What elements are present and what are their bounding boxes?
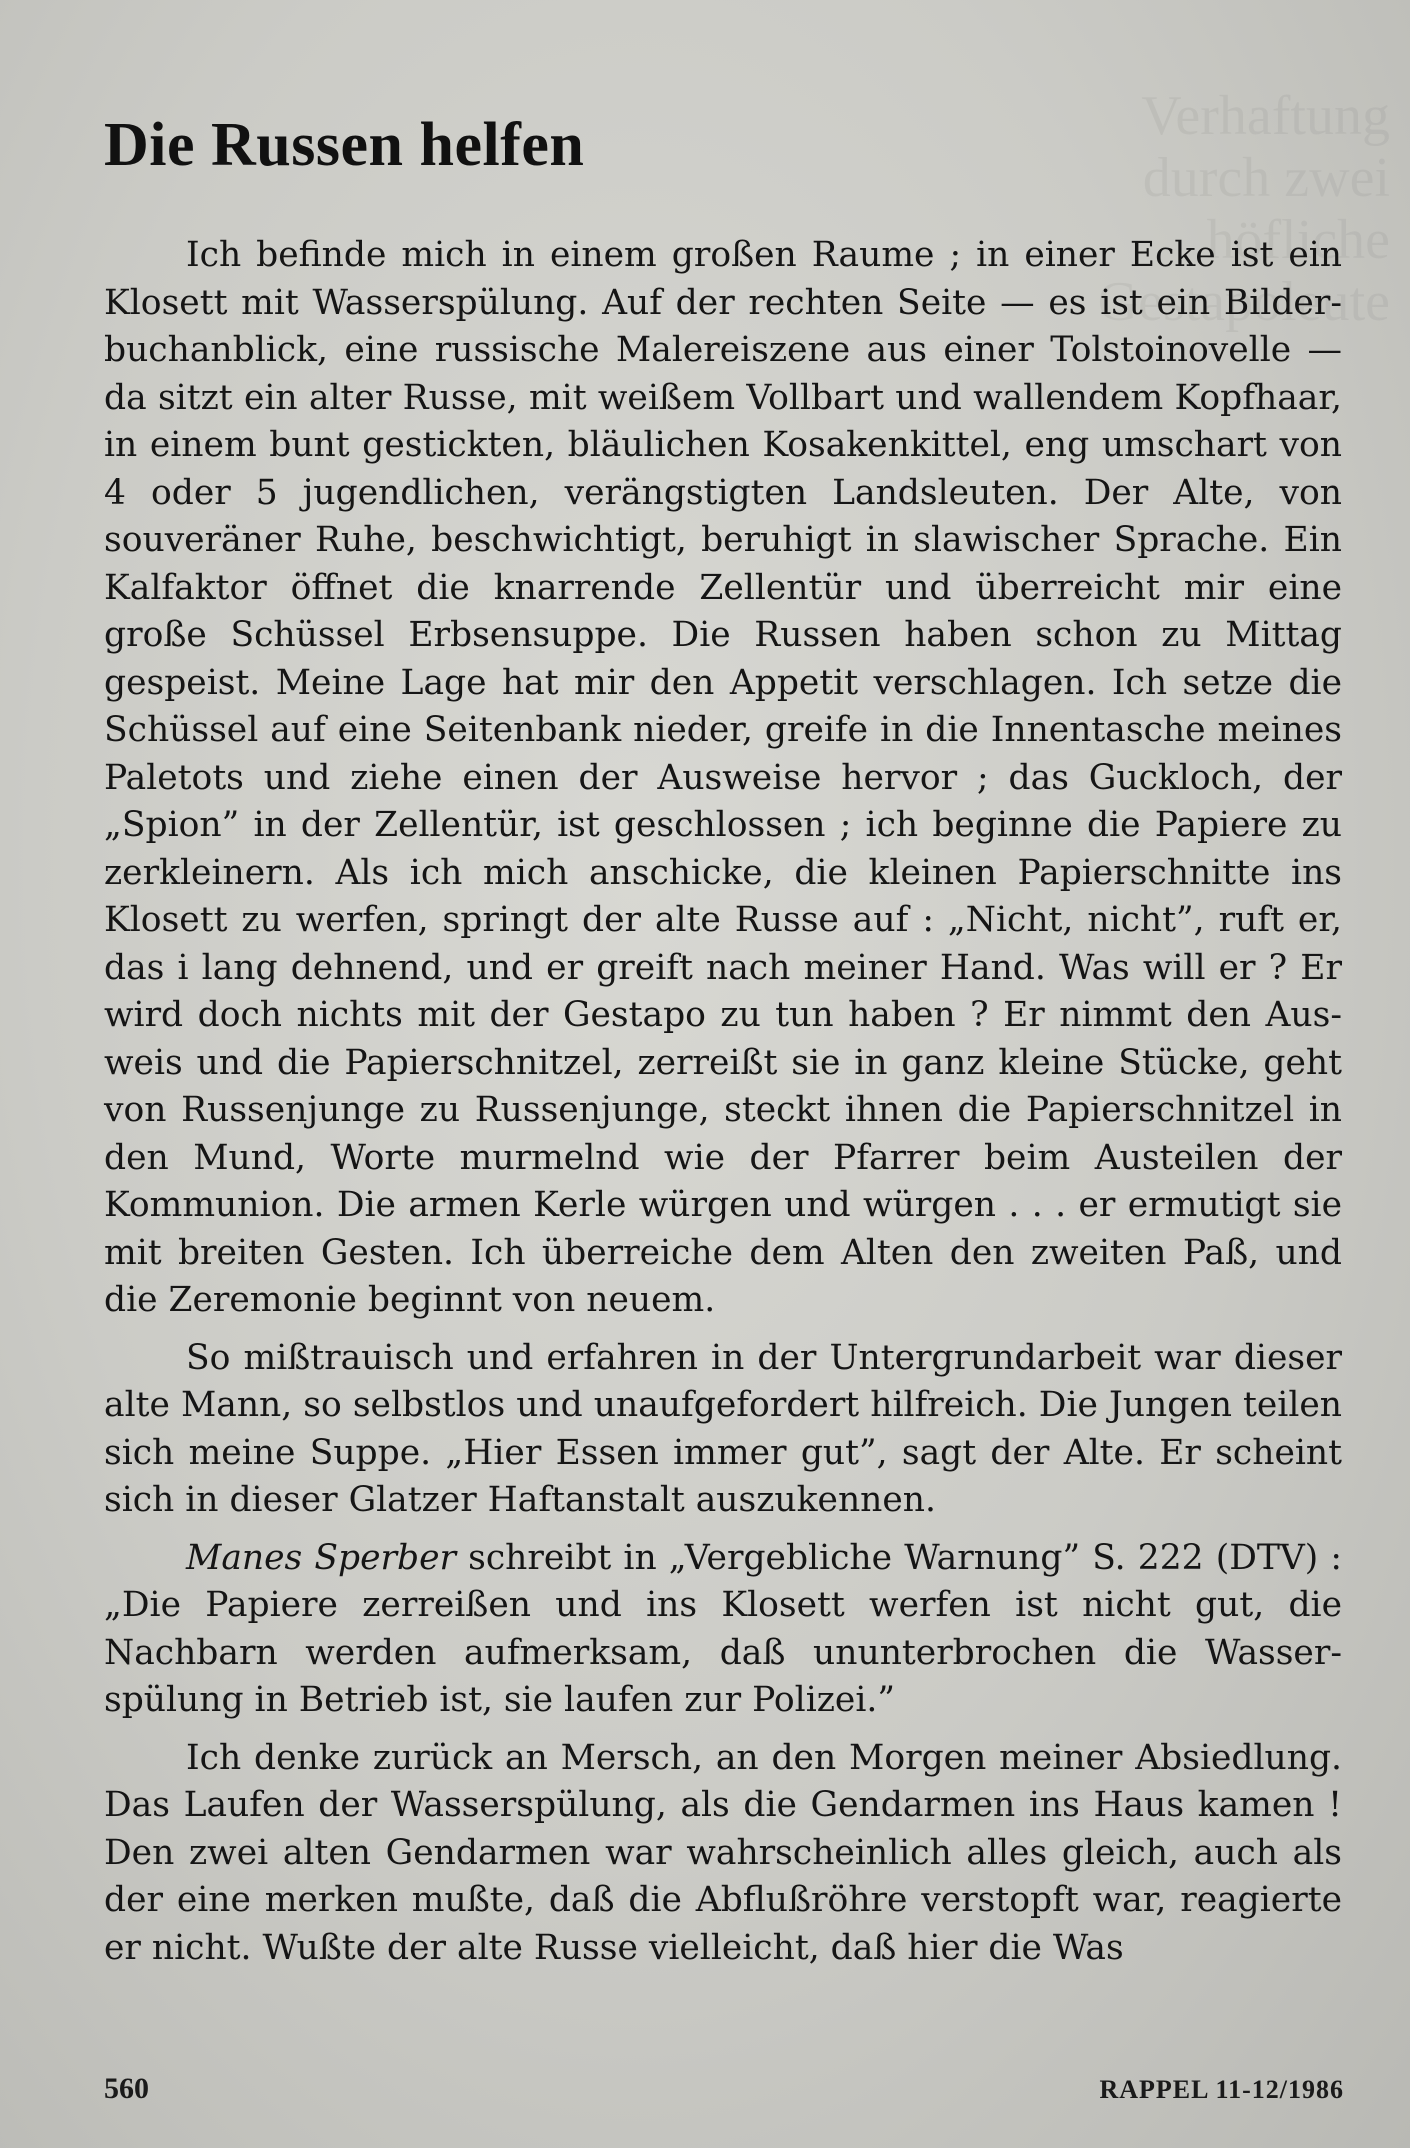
paragraph-1: Ich befinde mich in einem großen Raume ; in einer Ecke ist ein Klosett mit Wasserspülung. Auf der rechten Seite — es ist ein Bilderbuchanblick, eine russische Malereiszene aus einer Tolstoinovelle — da sitzt ein alter Russe, mit weißem Vollbart und wallendem Kopfhaar, in einem bunt gestickten, bläulichen Kosakenkittel, eng umschart von 4 oder 5 jugendlichen, verängstigten Landsleuten. Der Alte, von souveräner Ruhe, beschwichtigt, beruhigt in slawischer Sprache. Ein Kalfaktor öffnet die knarrende Zellentür und überreicht mir eine große Schüssel Erbsensuppe. Die Russen haben schon zu Mittag gespeist. Meine Lage hat mir den Appetit verschlagen. Ich setze die Schüssel auf eine Seitenbank nieder, greife in die Innentasche meines Paletots und ziehe einen der Ausweise hervor ; das Guckloch, der „Spion” in der Zellentür, ist geschlossen ; ich beginne die Papiere zu zerkleinern. Als ich mich anschicke, die kleinen Papierschnitte ins Klosett zu werfen, springt der alte Russe auf : „Nicht, nicht”, ruft er, das i lang dehnend, und er greift nach meiner Hand. Was will er ? Er wird doch nichts mit der Gestapo zu tun haben ? Er nimmt den Ausweis und die Papierschnitzel, zerreißt sie in ganz kleine Stücke, geht von Russenjunge zu Russenjunge, steckt ihnen die Papierschnitzel in den Mund, Worte murmelnd wie der Pfarrer beim Austeilen der Kommunion. Die armen Kerle würgen und würgen . . . er ermutigt sie mit breiten Gesten. Ich überreiche dem Alten den zweiten Paß, und die Zeremonie beginnt von neuem. <box>104 235 1342 1320</box>
page-title: Die Russen helfen <box>104 111 585 179</box>
paragraph-3 <box>104 1535 1342 1725</box>
article-body <box>104 232 1342 1982</box>
page-footer <box>104 2072 1344 2106</box>
paragraph-4: Ich denke zurück an Mersch, an den Morgen meiner Absiedlung. Das Laufen der Wasserspülung, als die Gendarmen ins Haus kamen ! Den zwei alten Gendarmen war wahrscheinlich alles gleich, auch als der eine merken mußte, daß die Abflußröhre verstopft war, reagierte er nicht. Wußte der alte Russe vielleicht, daß hier die Was <box>104 1737 1342 1968</box>
quoted-author: Manes Sperber <box>186 1537 456 1578</box>
journal-issue: RAPPEL 11-12/1986 <box>1099 2075 1344 2104</box>
quote-text: schreibt in „Vergebliche Warnung” S. 222 (DTV) : „Die Papiere zerreißen und ins Klosett werfen ist nicht gut, die Nachbarn werden aufmerksam, daß ununterbrochen die Wasserspülung in Betrieb ist, sie laufen zur Polizei.” <box>104 1537 1342 1720</box>
paragraph-2: So mißtrauisch und erfahren in der Untergrundarbeit war dieser alte Mann, so selbstlos und unaufgefordert hilfreich. Die Jungen teilen sich meine Suppe. „Hier Essen immer gut”, sagt der Alte. Er scheint sich in dieser Glatzer Haftanstalt auszukennen. <box>104 1337 1342 1520</box>
page-number: 560 <box>104 2072 149 2105</box>
